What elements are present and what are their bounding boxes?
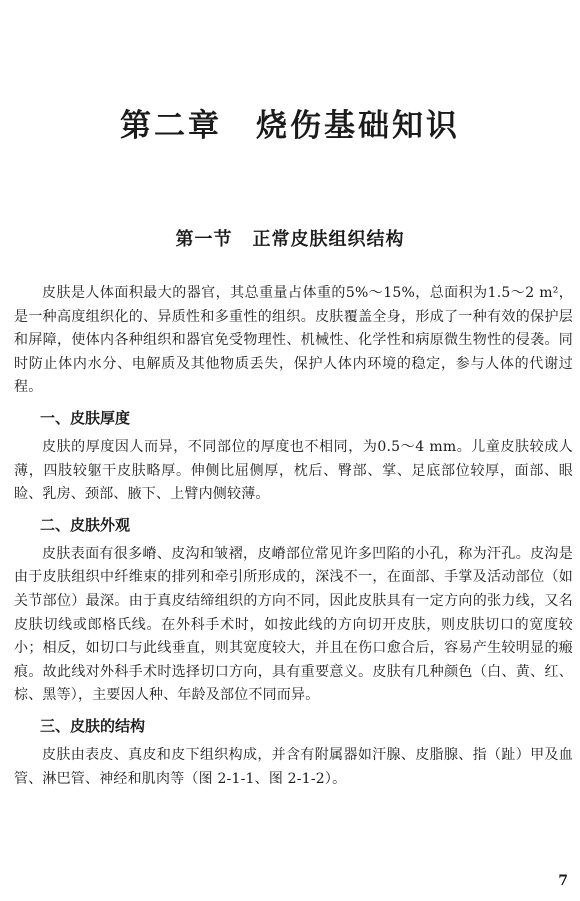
subsection-text-appearance: 皮肤表面有很多嵴、皮沟和皱褶，皮嵴部位常见许多凹陷的小孔，称为汗孔。皮沟是由于皮肤组织中纤维束的排列和牵引所形成的，深浅不一，在面部、手掌及活动部位（如关节部位）最深。由于真皮结缔组织的方向不同，因此皮肤具有一定方向的张力线，又名皮肤切线或郎格氏线。在外科手术时，如按此线的方向切开皮肤，则皮肤切口的宽度较小；相反，如切口与此线垂直，则其宽度较大，并且在伤口愈合后，容易产生较明显的瘢痕。故此线对外科手术时选择切口方向，具有重要意义。皮肤有几种颜色（白、黄、红、棕、黑等），主要因人种、年龄及部位不同而异。 <box>14 545 573 704</box>
intro-paragraph: 皮肤是人体面积最大的器官，其总重量占体重的5%～15%，总面积为1.5～2 m²，是一种高度组织化的、异质性和多重性的组织。皮肤覆盖全身，形成了一种有效的保护层和屏障，使体内各种组织和器官免受物理性、机械性、化学性和病原微生物性的侵袭。同时防止体内水分、电解质及其他物质丢失，保护人体内环境的稳定，参与人体的代谢过程。 <box>14 285 573 396</box>
body-content <box>14 282 573 791</box>
subsection-heading-structure: 三、皮肤的结构 <box>40 716 146 735</box>
subsection-text-structure: 皮肤由表皮、真皮和皮下组织构成，并含有附属器如汗腺、皮脂腺、指（趾）甲及血管、淋巴管、神经和肌肉等（图 2-1-1、图 2-1-2）。 <box>14 746 573 787</box>
chapter-label: 第二章 <box>120 108 222 144</box>
subsection-heading-thickness: 一、皮肤厚度 <box>40 408 131 427</box>
chapter-title <box>0 100 580 145</box>
section-name: 正常皮肤组织结构 <box>252 229 405 250</box>
page-number: 7 <box>558 873 568 889</box>
chapter-name: 烧伤基础知识 <box>256 108 460 144</box>
subsection-heading-appearance: 二、皮肤外观 <box>40 515 131 534</box>
section-title <box>0 225 580 251</box>
section-label: 第一节 <box>175 229 233 250</box>
subsection-text-thickness: 皮肤的厚度因人而异，不同部位的厚度也不相同，为0.5～4 mm。儿童皮肤较成人薄，四肢较躯干皮肤略厚。伸侧比屈侧厚，枕后、臀部、掌、足底部位较厚，面部、眼睑、乳房、颈部、腋下、上臂内侧较薄。 <box>14 438 573 503</box>
